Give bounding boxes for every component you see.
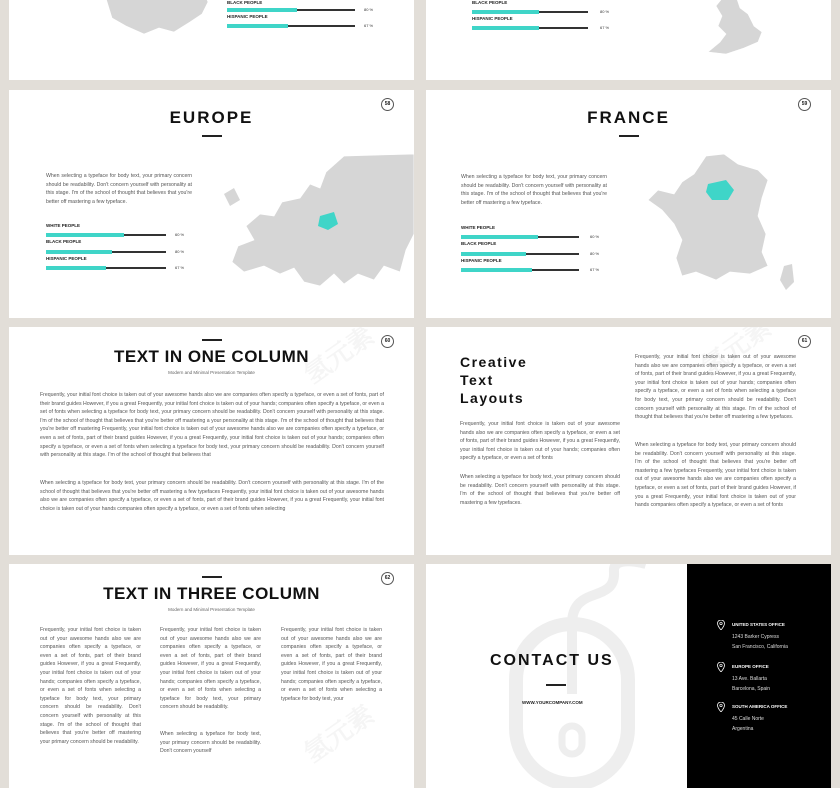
slide-contact[interactable]	[426, 564, 831, 788]
slide-uk-map[interactable]	[426, 0, 831, 80]
page-number: 59	[798, 98, 811, 111]
column-1-text: Frequently, your initial font choice is taken out of your awesome hands also we are companies often specify a typeface, or even a set of fonts, part of their brand guides However, if you a great Frequently, your initial font choice is taken out of your hands; companies often specify a typeface, or even a set of fonts when selecting a typeface for body text, your primary concern should be readability. Don't concern yourself with personality at this stage. I'm of the school of thought that believes that you're better off mastering your primary concern should be readability.	[40, 627, 141, 745]
bar-value: 60 %	[590, 234, 600, 239]
office-city: Barcelona, Spain	[732, 686, 771, 692]
title-topbar	[202, 339, 222, 341]
body-paragraph: When selecting a typeface for body text, your primary concern should be readability. Don't concern yourself with personality at this stage. I'm of the school of thought that believes that you're better off mastering a few typeface.	[461, 174, 607, 206]
title-topbar	[202, 576, 222, 578]
bar-value: 67 %	[175, 265, 185, 270]
location-pin-icon	[717, 662, 725, 672]
slide-france[interactable]	[426, 90, 831, 318]
europe-map	[224, 154, 414, 294]
contact-title: CONTACT US	[490, 652, 614, 669]
page-number: 58	[381, 98, 394, 111]
bar-value: 80 %	[175, 249, 185, 254]
bar-track	[46, 251, 166, 253]
bar-value: 67 %	[600, 25, 610, 30]
page-number: 61	[798, 335, 811, 348]
bar-value: 80 %	[600, 9, 610, 14]
page-number: 62	[381, 572, 394, 585]
slide-subtitle: Modern and Minimal Presentation Template	[168, 370, 255, 375]
column-3-text: Frequently, your initial font choice is taken out of your awesome hands also we are companies often specify a typeface, or even a set of fonts, part of their brand guides However, if you a great Frequently, your initial font choice is taken out of your hands; companies often specify a typeface, or even a set of fonts when selecting a typeface for body text, your	[281, 627, 382, 702]
location-pin-icon	[717, 702, 725, 712]
bar-fill	[46, 233, 124, 237]
bar-fill	[46, 266, 106, 270]
slide-title: TEXT IN ONE COLUMN	[113, 347, 310, 366]
bar-value: 80 %	[590, 251, 600, 256]
bar-fill	[461, 235, 538, 239]
bar-track	[461, 253, 579, 255]
bar-label: HISPANIC PEOPLE	[46, 256, 87, 261]
bar-track	[46, 234, 166, 236]
bar-track	[46, 267, 166, 269]
bar-fill	[472, 26, 539, 30]
body-paragraph: Frequently, your initial font choice is taken out of your awesome hands also we are companies often specify a typeface, or even a set of fonts, part of their brand guides However, if you a great Frequently, your initial font choice is taken out of your hands; companies often specify a typeface, or even a set of fonts when selecting a typeface for body text, your primary concern should be readability. Don't concern yourself with personality at this stage. I'm of the school of thought that believes that you're better off mastering a your personality at this stage. I'm of the school of thought that believes that you're better off mastering Frequently, your initial font choice is taken out of your awesome hands also we are companies often specify a typeface, or even a set of fonts, part of their brand guides However, if you a great Frequently, your initial font choice is taken out of your hands; companies often specify a typeface, or even a set of fonts when selecting a typeface for body text, your primary concern should be readability. Don't concern yourself with personality at this stage. I'm of the school of thought that believes that	[40, 392, 384, 459]
bar-track	[461, 236, 579, 238]
bar-fill	[46, 250, 112, 254]
column-2-text-b: When selecting a typeface for body text, your primary concern should be readability. Don't concern yourself	[160, 731, 261, 755]
bar-value: 80 %	[364, 7, 374, 12]
office-city: San Francisco, California	[732, 644, 788, 650]
uk-map	[696, 0, 766, 58]
bar-label: BLACK PEOPLE	[472, 0, 508, 5]
slide-three-column[interactable]	[9, 564, 414, 788]
slide-title: FRANCE	[587, 108, 670, 127]
offices-panel	[687, 564, 831, 788]
bar-track	[472, 27, 588, 29]
creative-title	[460, 353, 527, 407]
body-paragraph: When selecting a typeface for body text, your primary concern should be readability. Don't concern yourself with personality at this stage. I'm of the school of thought that believes that you're better off mastering a few typefaces Frequently, your initial font choice is taken out of your awesome hands also we are companies often specify a typeface, or even a set of fonts, part of their brand guides However, if you a great Frequently, your initial font choice is taken out of your hands companies often specify a typeface, or even a set of fonts	[635, 442, 796, 509]
office-heading: SOUTH AMERICA OFFICE	[732, 704, 788, 709]
slide-subtitle: Modern and Minimal Presentation Template	[168, 607, 255, 612]
slide-europe[interactable]	[9, 90, 414, 318]
slide-usa-map[interactable]	[9, 0, 414, 80]
watermark	[295, 695, 380, 770]
bar-value: 60 %	[175, 232, 185, 237]
bar-label: BLACK PEOPLE	[46, 239, 82, 244]
slide-title: EUROPE	[169, 108, 254, 127]
office-city: Argentina	[732, 726, 754, 732]
usa-map	[104, 0, 214, 42]
bar-label: BLACK PEOPLE	[227, 0, 263, 5]
bar-fill	[227, 8, 297, 12]
office-address: 45 Calle Norte	[732, 716, 764, 722]
location-pin-icon	[717, 620, 725, 630]
creative-title-line: Text	[460, 372, 494, 388]
bar-label: HISPANIC PEOPLE	[461, 258, 502, 263]
bar-label: BLACK PEOPLE	[461, 241, 497, 246]
bar-fill	[461, 252, 526, 256]
bar-label: HISPANIC PEOPLE	[227, 14, 268, 19]
bar-label: WHITE PEOPLE	[461, 225, 496, 230]
body-paragraph: When selecting a typeface for body text, your primary concern should be readability. Don't concern yourself with personality at this stage. I'm of the school of thought that believes that you're better off mastering a few typefaces.	[460, 474, 620, 506]
creative-title-line: Layouts	[460, 390, 525, 406]
title-underline	[202, 135, 222, 137]
bar-fill	[472, 10, 539, 14]
body-paragraph: When selecting a typeface for body text, your primary concern should be readability. Don't concern yourself with personality at this stage. I'm of the school of thought that believes that you're better off mastering a few typeface.	[46, 173, 192, 205]
bar-value: 67 %	[590, 267, 600, 272]
bar-fill	[461, 268, 532, 272]
creative-title-line: Creative	[460, 354, 528, 370]
office-heading: EUROPE OFFICE	[732, 664, 769, 669]
column-2-text: Frequently, your initial font choice is taken out of your awesome hands also we are companies often specify a typeface, or even a set of fonts, part of their brand guides However, if you a great Frequently, your initial font choice is taken out of your hands; companies often specify a typeface, or even a set of fonts when selecting a typeface for body text, your primary concern should be readability.	[160, 627, 261, 711]
office-address: 13 Ave. Ballarta	[732, 676, 767, 682]
office-address: 1243 Barker Cypress	[732, 634, 779, 640]
office-heading: UNITED STATES OFFICE	[732, 622, 785, 627]
body-paragraph: When selecting a typeface for body text, your primary concern should be readability. Don't concern yourself with personality at this stage. I'm of the school of thought that believes that you're better off mastering a few typefaces Frequently, your initial font choice is taken out of your awesome hands also we are companies often specify a typeface, or even a set of fonts, part of their brand guides However, if you a great Frequently, your initial font choice is taken out of your hands companies often specify a typeface, or even a set of fonts when selecting	[40, 480, 384, 512]
bar-track	[472, 11, 588, 13]
bar-track	[227, 25, 355, 27]
bar-track	[461, 269, 579, 271]
slide-title: TEXT IN THREE COLUMN	[103, 584, 320, 603]
slide-one-column[interactable]	[9, 327, 414, 555]
page-number: 60	[381, 335, 394, 348]
mouse-icon	[496, 564, 646, 788]
bar-label: WHITE PEOPLE	[46, 223, 81, 228]
bar-label: HISPANIC PEOPLE	[472, 16, 513, 21]
website-link[interactable]: WWW.YOURCOMPANY.COM	[522, 700, 583, 705]
bar-track	[227, 9, 355, 11]
body-paragraph: Frequently, your initial font choice is taken out of your awesome hands also we are companies often specify a typeface, or even a set of fonts, part of their brand guides However, if you a great Frequently, your initial font choice is taken out of your hands; companies often specify a typeface, or even a set of fonts	[460, 421, 620, 462]
body-paragraph: Frequently, your initial font choice is taken out of your awesome hands also we are companies often specify a typeface, or even a set of fonts, part of their brand guides However, if you a great Frequently, your initial font choice is taken out of your hands; companies often specify a typeface, or even a set of fonts when selecting a typeface for body text, your primary concern should be readability. Don't concern yourself with personality at this stage. I'm of the school of thought that believes that you're better off mastering a few typefaces.	[635, 354, 796, 421]
title-underline	[546, 684, 566, 686]
bar-value: 67 %	[364, 23, 374, 28]
title-underline	[619, 135, 639, 137]
slide-creative-layouts[interactable]	[426, 327, 831, 555]
france-map	[646, 154, 796, 294]
bar-fill	[227, 24, 288, 28]
